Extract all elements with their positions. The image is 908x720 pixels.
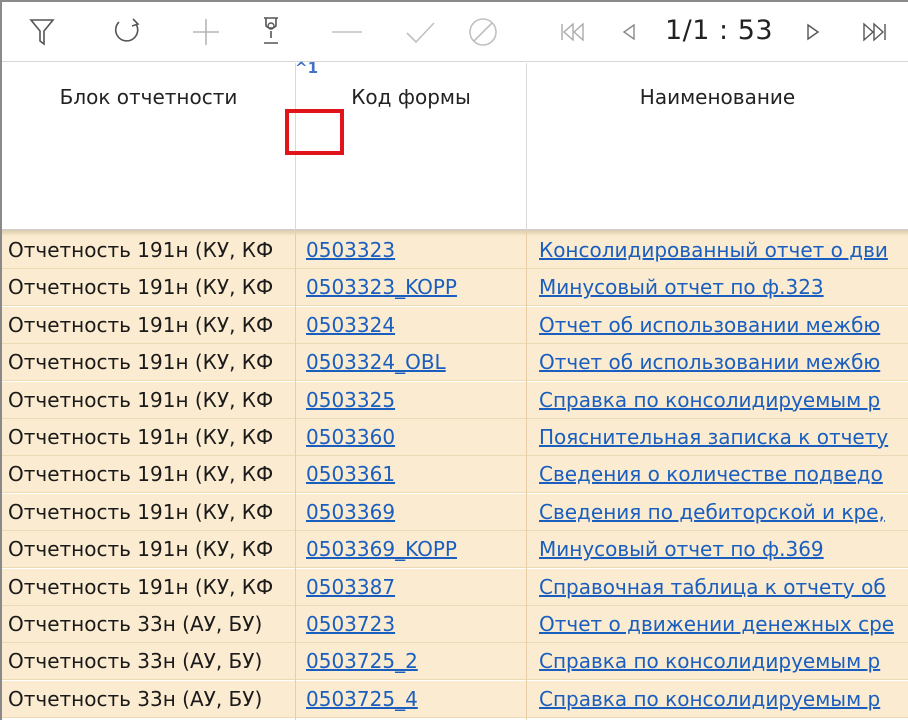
form-name-link[interactable]: Отчет об использовании межбю (539, 350, 881, 375)
block-cell: Отчетность 33н (АУ, БУ) (8, 686, 263, 711)
block-cell: Отчетность 191н (КУ, КФ (8, 275, 274, 300)
form-name-link[interactable]: Справка по консолидируемым р (539, 387, 881, 412)
form-name-link[interactable]: Отчет об использовании межбю (539, 312, 881, 337)
form-code-link[interactable]: 0503323_KOPP (306, 275, 457, 300)
last-page-icon[interactable] (858, 14, 892, 50)
form-name-link[interactable]: Минусовый отчет по ф.323 (539, 275, 824, 300)
block-cell: Отчетность 191н (КУ, КФ (8, 238, 274, 262)
filter-icon[interactable] (24, 14, 60, 50)
table-row[interactable] (2, 456, 908, 493)
table-row[interactable] (2, 419, 908, 456)
form-code-link[interactable]: 0503361 (306, 462, 396, 487)
form-code-link[interactable]: 0503369 (306, 499, 396, 524)
form-name-link[interactable]: Сведения по дебиторской и кре, (539, 499, 885, 524)
sort-order-indicator[interactable]: ^1 (295, 59, 319, 77)
block-cell: Отчетность 33н (АУ, БУ) (8, 649, 263, 674)
table-row[interactable] (2, 494, 908, 531)
refresh-icon[interactable] (107, 14, 147, 50)
form-name-link[interactable]: Отчет о движении денежных сре (539, 612, 895, 636)
check-icon[interactable] (400, 14, 440, 50)
column-header-name[interactable]: Наименование (639, 85, 796, 109)
table-row[interactable] (2, 382, 908, 419)
sort-highlight-box (285, 109, 344, 155)
form-code-link[interactable]: 0503725_2 (306, 649, 418, 674)
block-cell: Отчетность 191н (КУ, КФ (8, 537, 274, 562)
form-code-link[interactable]: 0503324 (306, 312, 396, 337)
form-name-link[interactable]: Сведения о количестве подведо (539, 462, 883, 487)
form-name-link[interactable]: Пояснительная записка к отчету (539, 425, 889, 449)
block-cell: Отчетность 191н (КУ, КФ (8, 425, 274, 449)
grid-header (2, 63, 908, 230)
form-code-link[interactable]: 0503723 (306, 612, 396, 636)
table-row[interactable] (2, 232, 908, 269)
table-row[interactable] (2, 606, 908, 643)
pin-icon[interactable] (256, 14, 286, 50)
block-cell: Отчетность 191н (КУ, КФ (8, 387, 274, 412)
block-cell: Отчетность 33н (АУ, БУ) (8, 612, 263, 636)
prev-page-icon[interactable] (613, 14, 643, 50)
block-cell: Отчетность 191н (КУ, КФ (8, 312, 274, 337)
block-cell: Отчетность 191н (КУ, КФ (8, 350, 274, 375)
table-row[interactable] (2, 344, 908, 381)
form-name-link[interactable]: Справочная таблица к отчету об (539, 574, 886, 599)
form-code-link[interactable]: 0503725_4 (306, 686, 418, 711)
form-code-link[interactable]: 0503325 (306, 387, 396, 412)
form-code-link[interactable]: 0503323 (306, 238, 396, 262)
form-name-link[interactable]: Минусовый отчет по ф.369 (539, 537, 824, 562)
table-row[interactable] (2, 531, 908, 568)
form-code-link[interactable]: 0503360 (306, 425, 396, 449)
form-code-link[interactable]: 0503387 (306, 574, 396, 599)
table-row[interactable] (2, 269, 908, 306)
column-header-code[interactable]: Код формы (351, 85, 471, 109)
form-code-link[interactable]: 0503324_OBL (306, 350, 446, 375)
table-row[interactable] (2, 307, 908, 344)
form-name-link[interactable]: Справка по консолидируемым р (539, 649, 881, 674)
column-divider (526, 232, 527, 720)
toolbar (2, 2, 908, 62)
block-cell: Отчетность 191н (КУ, КФ (8, 499, 274, 524)
first-page-icon[interactable] (555, 14, 589, 50)
block-cell: Отчетность 191н (КУ, КФ (8, 574, 274, 599)
table-row[interactable] (2, 643, 908, 680)
table-row[interactable] (2, 569, 908, 606)
table-row[interactable] (2, 681, 908, 718)
remove-icon[interactable] (325, 14, 369, 50)
form-name-link[interactable]: Справка по консолидируемым р (539, 686, 881, 711)
cancel-icon[interactable] (463, 14, 503, 50)
add-icon[interactable] (188, 14, 224, 50)
column-header-block[interactable]: Блок отчетности (59, 85, 238, 109)
pager-label: 1/1 : 53 (665, 15, 774, 46)
form-name-link[interactable]: Консолидированный отчет о дви (539, 238, 888, 262)
next-page-icon[interactable] (799, 14, 829, 50)
form-code-link[interactable]: 0503369_KOPP (306, 537, 457, 562)
header-shadow (2, 230, 908, 236)
column-divider (295, 232, 296, 720)
block-cell: Отчетность 191н (КУ, КФ (8, 462, 274, 487)
